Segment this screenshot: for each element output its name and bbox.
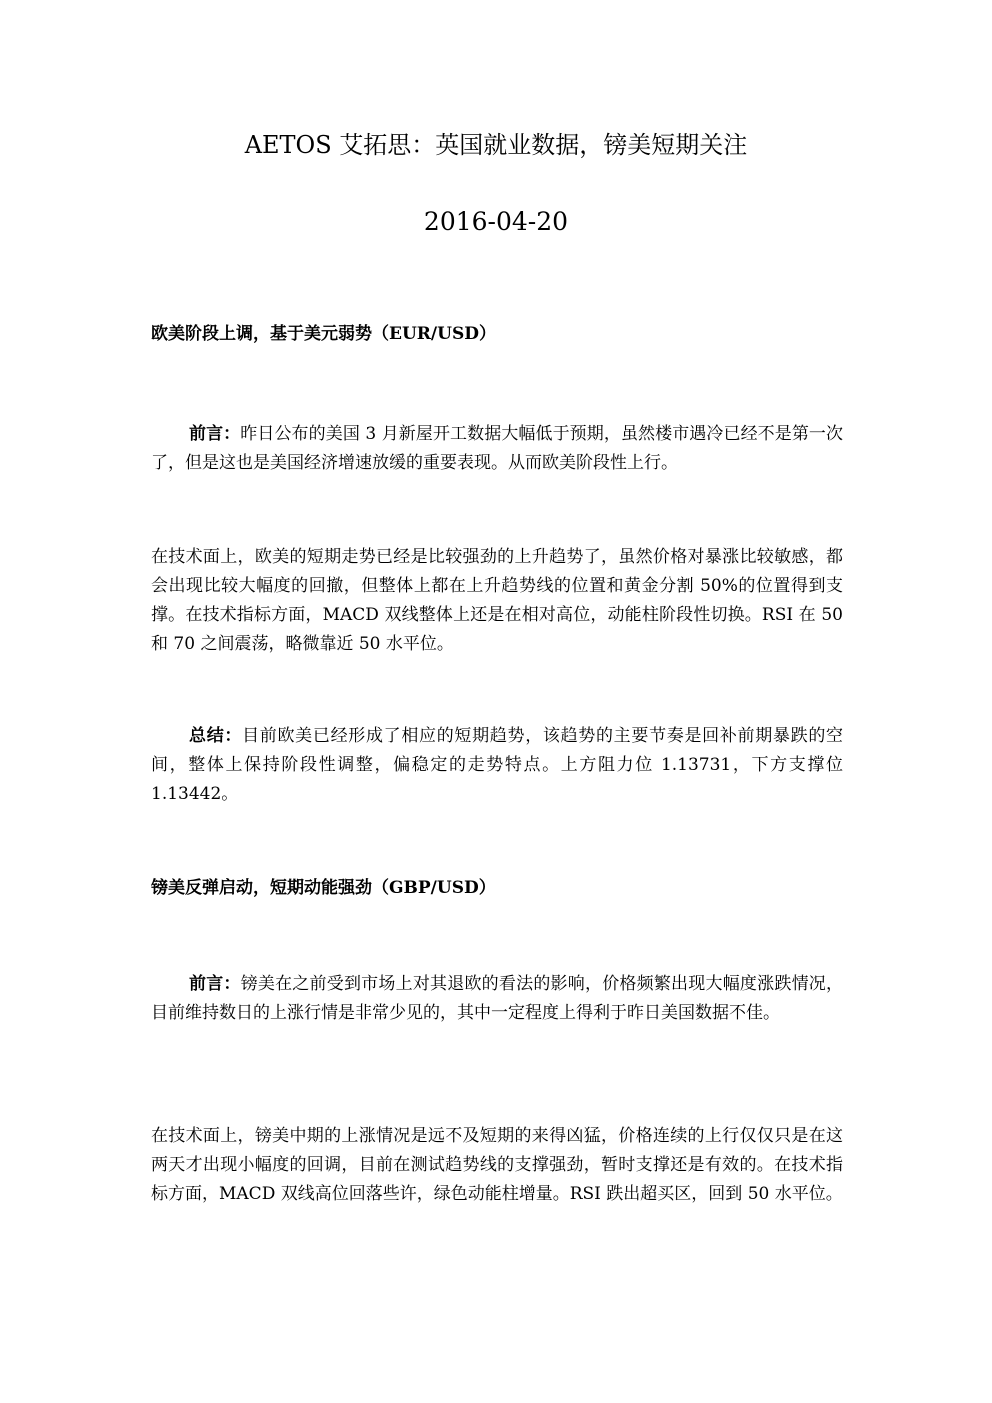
intro-label: 前言： bbox=[189, 974, 241, 994]
paragraph-eurusd-summary bbox=[151, 722, 843, 809]
document-title: AETOS 艾拓思：英国就业数据，镑美短期关注 bbox=[244, 131, 748, 159]
section-heading-gbpusd: 镑美反弹启动，短期动能强劲（GBP/USD） bbox=[151, 878, 496, 898]
paragraph-gbpusd-technical: 在技术面上，镑美中期的上涨情况是远不及短期的来得凶猛，价格连续的上行仅仅只是在这两天才出现小幅度的回调，目前在测试趋势线的支撑强劲，暂时支撑还是有效的。在技术指标方面，MACD 双线高位回落些许，绿色动能柱增量。RSI 跌出超买区，回到 50 水平位。 bbox=[151, 1126, 843, 1204]
paragraph-eurusd-intro bbox=[151, 420, 843, 478]
paragraph-eurusd-technical: 在技术面上，欧美的短期走势已经是比较强劲的上升趋势了，虽然价格对暴涨比较敏感，都会出现比较大幅度的回撤，但整体上都在上升趋势线的位置和黄金分割 50%的位置得到支撑。在技术指标方面，MACD 双线整体上还是在相对高位，动能柱阶段性切换。RSI 在 50 和 70 之间震荡，略微靠近 50 水平位。 bbox=[151, 547, 843, 654]
document-date: 2016-04-20 bbox=[423, 207, 569, 236]
section-heading-eurusd: 欧美阶段上调，基于美元弱势（EUR/USD） bbox=[151, 324, 496, 344]
intro-text: 镑美在之前受到市场上对其退欧的看法的影响，价格频繁出现大幅度涨跌情况，目前维持数日的上涨行情是非常少见的，其中一定程度上得利于昨日美国数据不佳。 bbox=[151, 974, 844, 1023]
summary-text: 目前欧美已经形成了相应的短期趋势，该趋势的主要节奏是回补前期暴跌的空间，整体上保持阶段性调整，偏稳定的走势特点。上方阻力位 1.13731，下方支撑位 1.13442。 bbox=[151, 726, 844, 804]
intro-text: 昨日公布的美国 3 月新屋开工数据大幅低于预期，虽然楼市遇冷已经不是第一次了，但是这也是美国经济增速放缓的重要表现。从而欧美阶段性上行。 bbox=[151, 424, 844, 473]
summary-label: 总结： bbox=[189, 726, 243, 746]
paragraph-gbpusd-intro bbox=[151, 970, 843, 1028]
intro-label: 前言： bbox=[189, 424, 241, 444]
